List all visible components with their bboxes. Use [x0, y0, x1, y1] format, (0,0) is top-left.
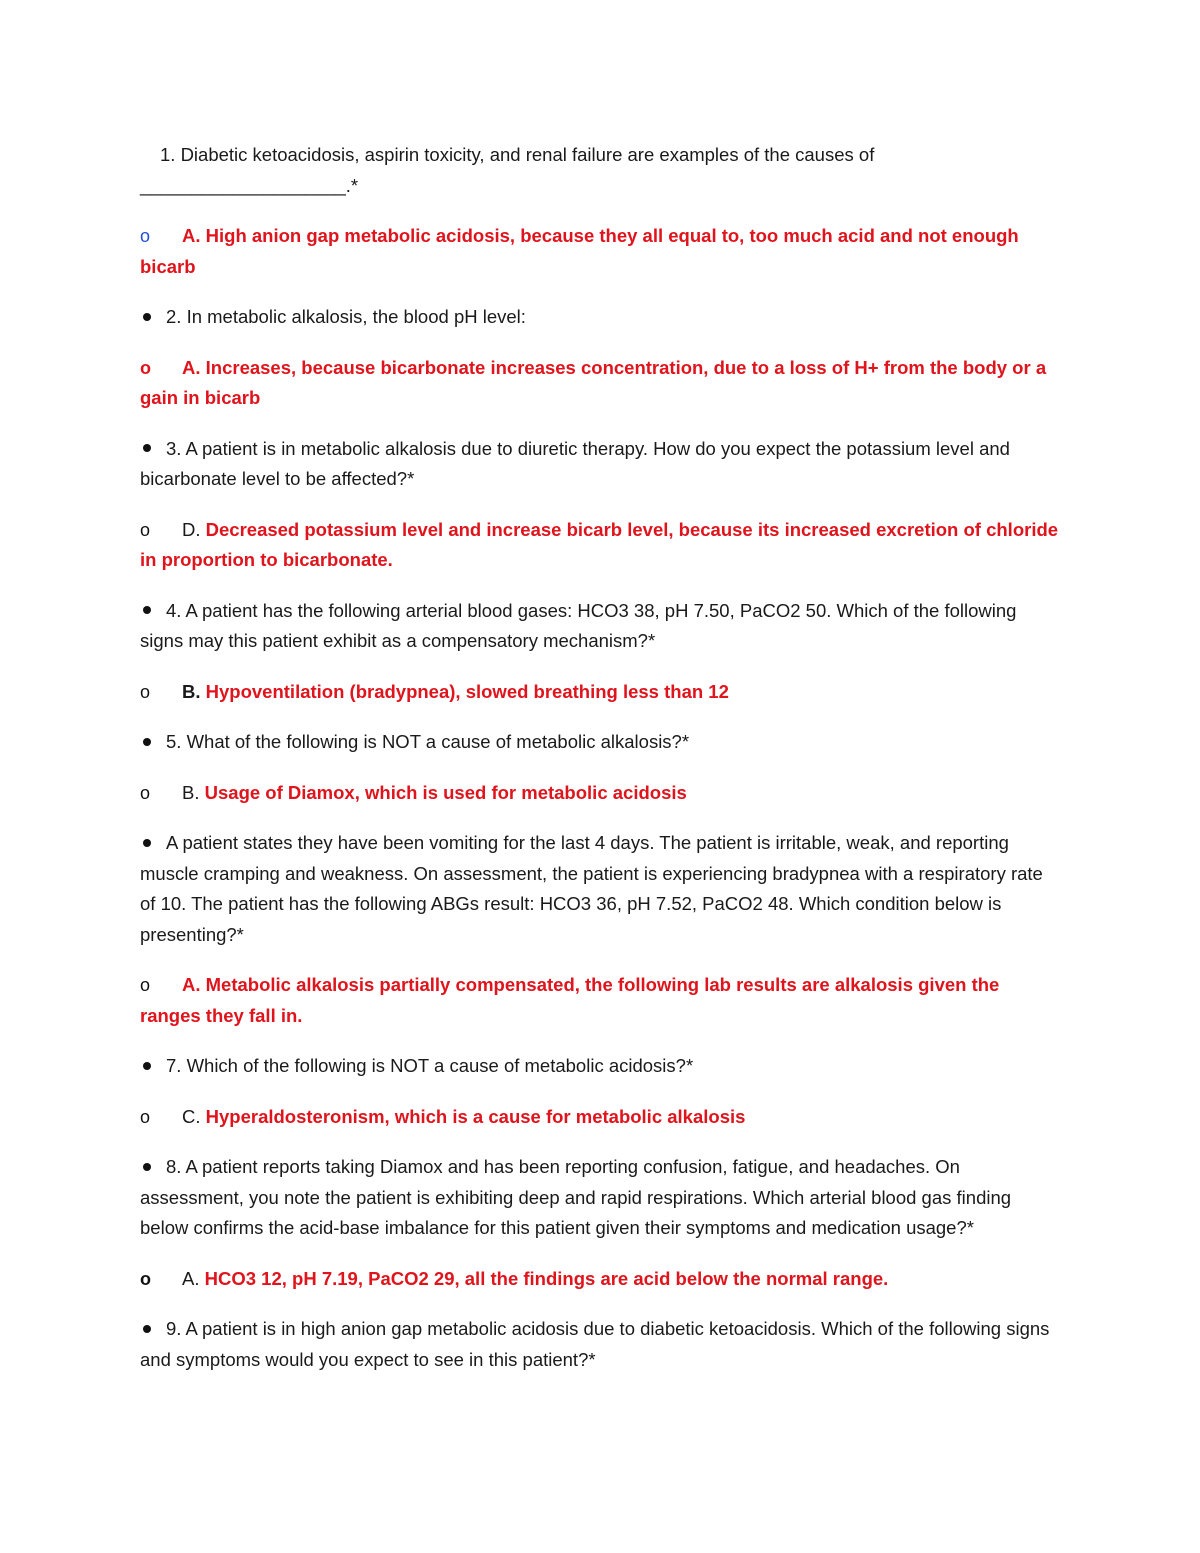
- question-4: [140, 596, 1060, 657]
- question-7: [140, 1051, 1060, 1082]
- question-3: [140, 434, 1060, 495]
- question-4-text: 4. A patient has the following arterial blood gases: HCO3 38, pH 7.50, PaCO2 50. Which of the following signs may this patient exhibit as a compensatory mechanism?*: [140, 599, 1017, 651]
- answer-marker: o: [140, 1106, 151, 1127]
- answer-1-text: A. High anion gap metabolic acidosis, because they all equal to, too much acid and not enough bicarb: [140, 225, 1019, 277]
- bullet-icon: [140, 1314, 166, 1345]
- answer-marker: o: [140, 1268, 151, 1289]
- answer-6-letter: A.: [182, 974, 201, 995]
- answer-4-text: Hypoventilation (bradypnea), slowed breathing less than 12: [205, 680, 729, 702]
- answer-5-text: Usage of Diamox, which is used for metabolic acidosis: [204, 781, 687, 803]
- question-1-blank: ____________________.*: [140, 174, 359, 196]
- question-5-text: 5. What of the following is NOT a cause of metabolic alkalosis?*: [166, 731, 690, 752]
- answer-4-letter: B.: [182, 680, 201, 702]
- answer-marker: o: [140, 226, 151, 246]
- answer-7: [140, 1102, 1060, 1133]
- answer-3: [140, 515, 1060, 576]
- answer-marker: o: [140, 519, 151, 540]
- answer-3-text: Decreased potassium level and increase bicarb level, because its increased excretion of chloride in proportion to bicarbonate.: [140, 518, 1059, 570]
- document-content: [140, 140, 1060, 1375]
- answer-marker: o: [140, 975, 151, 995]
- answer-8-letter: A.: [182, 1267, 200, 1289]
- answer-marker: o: [140, 681, 151, 702]
- question-9: [140, 1314, 1060, 1375]
- bullet-icon: [140, 828, 166, 859]
- question-9-text: 9. A patient is in high anion gap metabolic acidosis due to diabetic ketoacidosis. Which of the following signs and symptoms would you expect to see in this patient?*: [140, 1318, 1050, 1370]
- question-3-text: 3. A patient is in metabolic alkalosis due to diuretic therapy. How do you expect the potassium level and bicarbonate level to be affected?*: [140, 437, 1010, 489]
- answer-8-text: HCO3 12, pH 7.19, PaCO2 29, all the findings are acid below the normal range.: [204, 1267, 889, 1289]
- answer-5-letter: B.: [182, 781, 200, 803]
- answer-7-letter: C.: [182, 1105, 201, 1127]
- answer-marker: o: [140, 357, 151, 378]
- answer-6: [140, 970, 1060, 1031]
- question-5: [140, 727, 1060, 758]
- question-7-text: 7. Which of the following is NOT a cause of metabolic acidosis?*: [166, 1055, 694, 1076]
- bullet-icon: [140, 1051, 166, 1082]
- bullet-icon: [140, 596, 166, 627]
- question-1-text: 1. Diabetic ketoacidosis, aspirin toxicity, and renal failure are examples of the causes of: [160, 144, 875, 165]
- question-1: [140, 140, 1060, 201]
- answer-7-text: Hyperaldosteronism, which is a cause for metabolic alkalosis: [205, 1105, 746, 1127]
- bullet-icon: [140, 1152, 166, 1183]
- answer-6-text: Metabolic alkalosis partially compensated, the following lab results are alkalosis given the ranges they fall in.: [140, 974, 1000, 1026]
- question-8: [140, 1152, 1060, 1244]
- answer-marker: o: [140, 782, 151, 803]
- question-2-text: 2. In metabolic alkalosis, the blood pH level:: [166, 306, 526, 327]
- answer-2: [140, 353, 1060, 414]
- question-6-text: A patient states they have been vomiting for the last 4 days. The patient is irritable, weak, and reporting muscle cramping and weakness. On assessment, the patient is experiencing bradypnea with a respiratory rate of 10. The patient has the following ABGs result: HCO3 36, pH 7.52, PaCO2 48. Which condition below is presenting?*: [140, 832, 1043, 945]
- answer-4: [140, 677, 1060, 708]
- answer-8: [140, 1264, 1060, 1295]
- bullet-icon: [140, 302, 166, 333]
- bullet-icon: [140, 434, 166, 465]
- answer-5: [140, 778, 1060, 809]
- question-2: [140, 302, 1060, 333]
- question-8-text: 8. A patient reports taking Diamox and has been reporting confusion, fatigue, and headaches. On assessment, you note the patient is exhibiting deep and rapid respirations. Which arterial blood gas finding below confirms the acid-base imbalance for this patient given their symptoms and medication usage?*: [140, 1156, 1012, 1238]
- answer-3-letter: D.: [182, 518, 201, 540]
- answer-2-text: A. Increases, because bicarbonate increases concentration, due to a loss of H+ from the body or a gain in bicarb: [140, 356, 1047, 408]
- bullet-icon: [140, 727, 166, 758]
- answer-1: [140, 221, 1060, 282]
- question-6: [140, 828, 1060, 950]
